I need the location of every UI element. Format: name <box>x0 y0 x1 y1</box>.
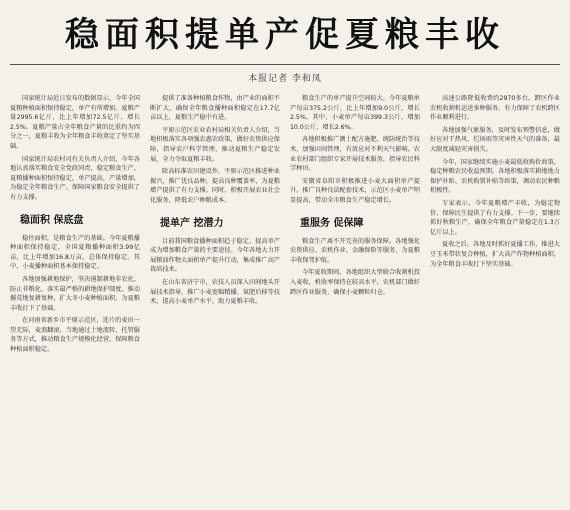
body-paragraph: 今年夏收期间，各地组织大型联合收割机投入麦收，机收率保持在较高水平。农机部门做好跨区作业服务，确保小麦颗粒归仓。 <box>290 269 420 296</box>
body-paragraph: 国家统计局农村司有关负责人介绍，今年各地认真落实粮食安全党政同责，稳定粮食生产，夏粮播种面积保持稳定，单产提高，产量增加，为稳定全年粮食生产、保障国家粮食安全提供了有力支撑。 <box>10 155 140 201</box>
body-paragraph: 安徽省阜阳市积极推进小麦大面积单产提升，推广良种良法配套技术，示范区小麦单产明显提高，带动全市粮食生产稳定增长。 <box>290 177 420 204</box>
body-paragraph: 专家表示，今年夏粮增产丰收，为稳定物价、保障民生提供了有力支撑。下一步，要继续抓好秋粮生产，确保全年粮食产量稳定在1.3万亿斤以上。 <box>430 199 560 236</box>
body-paragraph: 各地加强气象服务，及时发布预警信息，做好应对干热风、烂场雨等灾害性天气的准备，最大限度减轻灾害损失。 <box>430 126 560 153</box>
body-paragraph: 提供了准备种植粮食作物，由产业的面积不断扩大，确保全年粮食播种面积稳定在17.7亿亩以上，夏粮生产稳中有进。 <box>150 95 280 122</box>
body-paragraph: 在河南省新乡市平原示范区，连片的麦田一望无际，麦浪翻滚。当地通过土地流转、托管服务等方式，推动粮食生产规模化经营，保障粮食种植面积稳定。 <box>10 317 140 354</box>
body-paragraph: 除高标准农田建设外，平原示范区推进种业振兴，推广优良品种，提高良种覆盖率，为夏粮增产提供了有力支撑。同时，积极开展农业社会化服务，降低农户种粮成本。 <box>150 168 280 204</box>
column-2 <box>150 94 280 510</box>
body-paragraph: 高速公路降低收费约2970多台。跨区作业农机收割机运送多种服务，有力保障了农机跨区作业顺利进行。 <box>430 95 560 122</box>
column-1 <box>10 94 140 510</box>
body-paragraph: 稳住面积，是粮食生产的基础。今年夏粮播种面积保持稳定，全国夏粮播种面积3.99亿亩，比上年增加16.8万亩，总体保持稳定。其中，小麦播种面积基本保持稳定。 <box>10 234 140 271</box>
body-paragraph: 粮食生产的单产提升空间较大。今年夏粮单产每亩375.2公斤，比上年增加9.0公斤，增长2.5%。其中，小麦单产每亩399.3公斤，增加10.0公斤，增长2.6%。 <box>290 95 420 131</box>
body-paragraph: 平原示范区农业农村局相关负责人介绍，当地积极落实各项强农惠农政策，做好农资供应保障，指导农户科学管理，推动夏粮生产稳定发展，全力夺取夏粮丰收。 <box>150 126 280 163</box>
section-subhead: 重服务 促保障 <box>300 217 364 229</box>
section-subhead: 稳面积 保底盘 <box>20 214 84 226</box>
body-paragraph: 粮食生产离不开完善的服务保障。各地强化农资供应、农机作业、金融保险等服务，为夏粮丰收保驾护航。 <box>290 237 420 264</box>
section-subhead: 提单产 挖潜力 <box>160 217 224 229</box>
body-paragraph: 在山东省济宁市，农技人员深入田间地头开展技术指导，推广小麦宽幅精播、氮肥后移等技术，提高小麦单产水平，助力夏粮丰收。 <box>150 278 280 306</box>
body-paragraph: 国家统计局近日发布的数据显示，今年全国夏粮种植面积保持稳定，单产有所增加。夏粮产量2995.6亿斤，比上年增加72.5亿斤，增长2.5%。夏粮产量占全年粮食产量的比重约为四分之一，夏粮丰收为全年粮食丰收奠定了坚实基础。 <box>10 95 140 150</box>
byline: 本报记者 李和凤 <box>248 74 322 84</box>
body-paragraph: 目前我国粮食播种面积趋于稳定，提高单产成为增加粮食产量的主要途径。今年各地大力开展粮油作物大面积单产提升行动，集成推广高产栽培技术。 <box>150 237 280 274</box>
headline: 稳面积提单产促夏粮丰收 <box>65 15 505 55</box>
column-3 <box>290 94 420 510</box>
article-columns <box>10 94 560 510</box>
body-paragraph: 各地加强耕地保护，坚决遏制耕地非农化、防止非粮化，落实最严格的耕地保护制度，推动撂荒地复耕复种，扩大冬小麦种植面积，为夏粮丰收打下了基础。 <box>10 275 140 312</box>
body-paragraph: 夏收之后，各地及时抓好夏播工作，推进大豆玉米带状复合种植，扩大高产作物种植面积，为全年粮食丰收打下坚实基础。 <box>430 241 560 268</box>
body-paragraph: 今年，国家继续实施小麦最低收购价政策，稳定种粮农民收益预期。各地积极落实耕地地力保护补贴、农机购置补贴等政策，调动农民种粮积极性。 <box>430 158 560 195</box>
headline-rule <box>10 64 560 65</box>
column-4 <box>430 94 560 510</box>
body-paragraph: 各地积极推广测土配方施肥、统防统治等技术，加强田间管理，有效应对不利天气影响。农业农村部门组织专家开展技术服务，指导农民科学种田。 <box>290 136 420 173</box>
